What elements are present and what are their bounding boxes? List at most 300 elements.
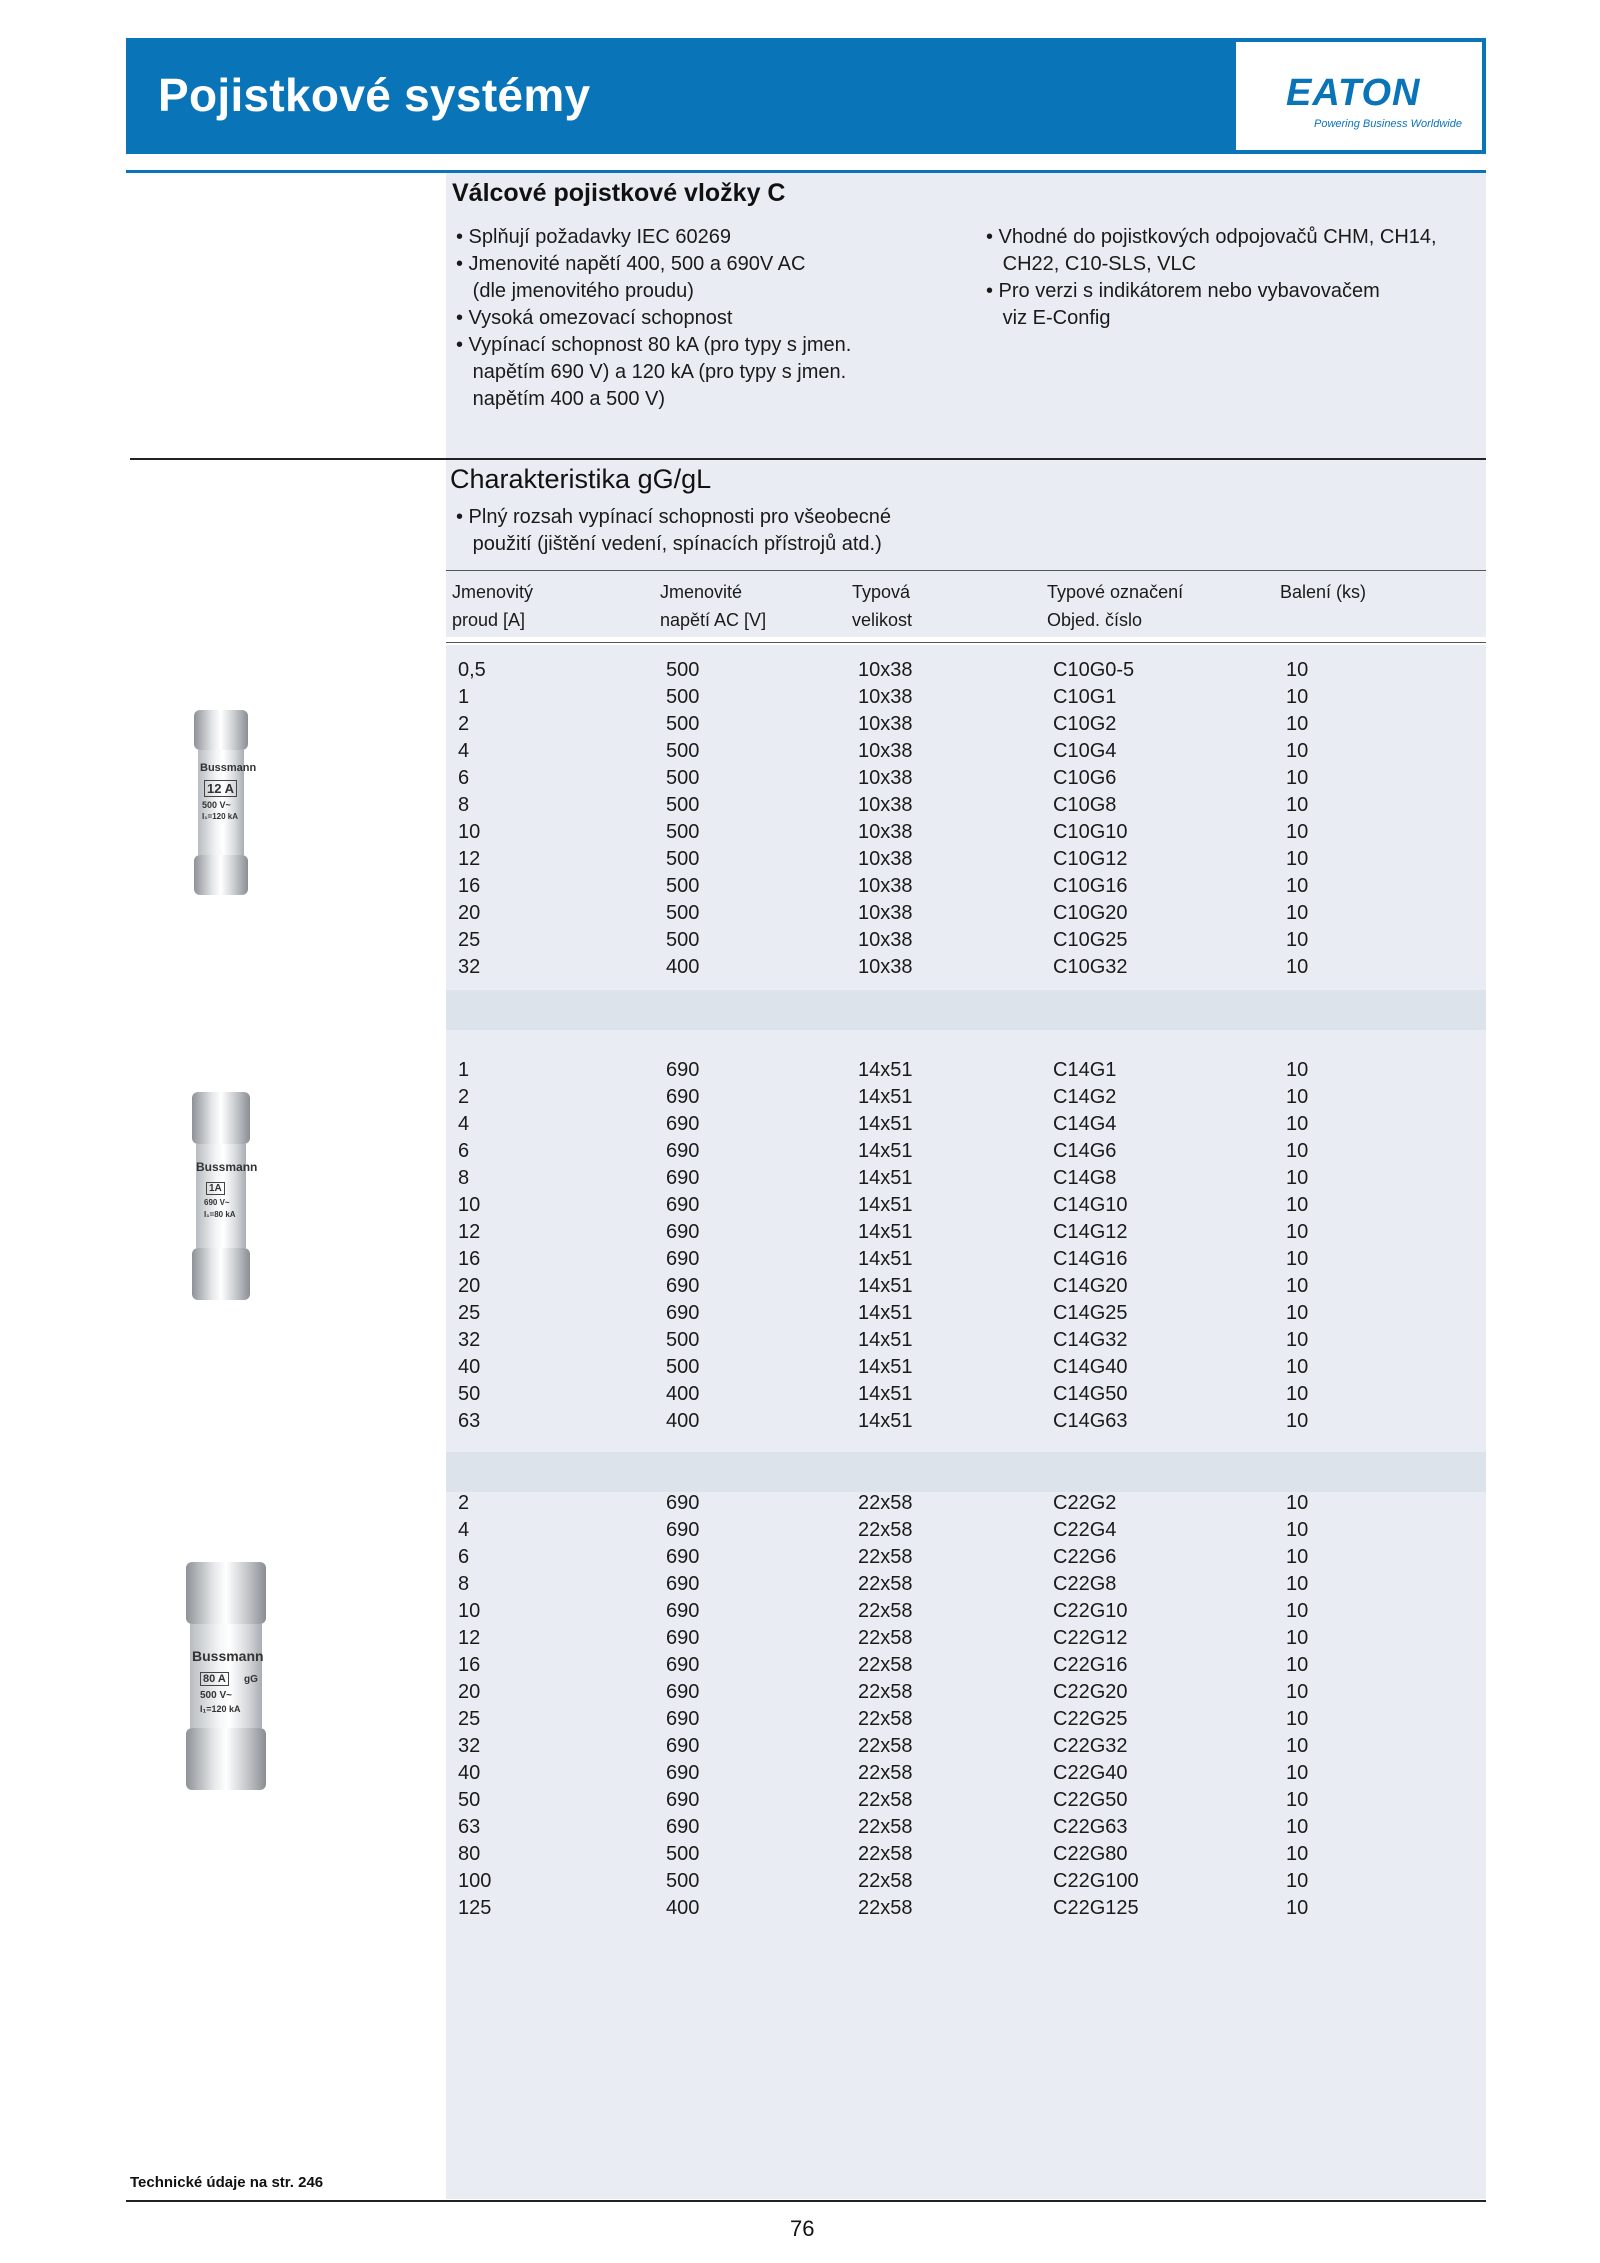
cell-pack-qty: 10 bbox=[1286, 1329, 1309, 1351]
table-row bbox=[446, 1111, 1486, 1138]
cell-pack-qty: 10 bbox=[1286, 1167, 1309, 1189]
cell-order-number: C22G20 bbox=[1053, 1681, 1128, 1703]
logo-tagline: Powering Business Worldwide bbox=[1314, 118, 1462, 130]
cell-order-number: C14G32 bbox=[1053, 1329, 1128, 1351]
table-row bbox=[446, 1841, 1486, 1868]
cell-size: 14x51 bbox=[858, 1356, 913, 1378]
cell-rated-current: 25 bbox=[458, 929, 481, 951]
fuse-brand: Bussmann bbox=[196, 1160, 258, 1174]
cell-size: 14x51 bbox=[858, 1194, 913, 1216]
cell-size: 22x58 bbox=[858, 1735, 913, 1757]
cell-size: 14x51 bbox=[858, 1221, 913, 1243]
cell-rated-voltage: 690 bbox=[666, 1275, 700, 1297]
table-header-rule bbox=[446, 642, 1486, 643]
cell-pack-qty: 10 bbox=[1286, 1735, 1309, 1757]
table-row bbox=[446, 1354, 1486, 1381]
bullet-line: • Vypínací schopnost 80 kA (pro typy s jmen. bbox=[456, 334, 852, 356]
cell-rated-current: 63 bbox=[458, 1816, 481, 1838]
cell-rated-voltage: 400 bbox=[666, 1383, 700, 1405]
cell-rated-current: 25 bbox=[458, 1302, 481, 1324]
cell-pack-qty: 10 bbox=[1286, 1140, 1309, 1162]
cell-order-number: C22G125 bbox=[1053, 1897, 1139, 1919]
cell-pack-qty: 10 bbox=[1286, 686, 1309, 708]
cell-rated-current: 16 bbox=[458, 1654, 481, 1676]
cell-order-number: C10G25 bbox=[1053, 929, 1128, 951]
table-row bbox=[446, 1246, 1486, 1273]
cell-rated-current: 2 bbox=[458, 1086, 470, 1108]
table-group-22x58 bbox=[446, 1490, 1486, 1922]
cell-order-number: C22G25 bbox=[1053, 1708, 1128, 1730]
table-row bbox=[446, 1381, 1486, 1408]
cell-rated-voltage: 500 bbox=[666, 821, 700, 843]
column-header-line1: Typová bbox=[852, 582, 911, 602]
cell-rated-voltage: 690 bbox=[666, 1059, 700, 1081]
cell-size: 14x51 bbox=[858, 1140, 913, 1162]
column-header-line2: napětí AC [V] bbox=[660, 610, 767, 630]
cell-rated-current: 16 bbox=[458, 875, 481, 897]
table-row bbox=[446, 1490, 1486, 1517]
cell-pack-qty: 10 bbox=[1286, 902, 1309, 924]
technical-data-note: Technické údaje na str. 246 bbox=[130, 2174, 324, 2191]
cell-rated-voltage: 690 bbox=[666, 1140, 700, 1162]
cell-pack-qty: 10 bbox=[1286, 1275, 1309, 1297]
cell-order-number: C22G100 bbox=[1053, 1870, 1139, 1892]
cell-order-number: C22G6 bbox=[1053, 1546, 1117, 1568]
fuse-breaking: I₁=120 kA bbox=[200, 1704, 241, 1714]
fuse-rating: 80 A bbox=[200, 1672, 229, 1686]
table-top-rule bbox=[446, 570, 1486, 571]
bullet-line: (dle jmenovitého proudu) bbox=[456, 280, 694, 302]
cell-order-number: C22G80 bbox=[1053, 1843, 1128, 1865]
cell-rated-current: 10 bbox=[458, 1194, 481, 1216]
cell-rated-voltage: 400 bbox=[666, 1410, 700, 1432]
column-header-line1: Balení (ks) bbox=[1280, 582, 1367, 602]
cell-order-number: C14G16 bbox=[1053, 1248, 1128, 1270]
table-group-10x38 bbox=[446, 657, 1486, 981]
fuse-22x58-image bbox=[186, 1562, 266, 1790]
cell-order-number: C22G40 bbox=[1053, 1762, 1128, 1784]
table-row bbox=[446, 1652, 1486, 1679]
cell-rated-voltage: 690 bbox=[666, 1762, 700, 1784]
bullet-line: • Splňují požadavky IEC 60269 bbox=[456, 226, 731, 248]
cell-rated-current: 6 bbox=[458, 767, 470, 789]
cell-order-number: C10G8 bbox=[1053, 794, 1117, 816]
cell-rated-current: 20 bbox=[458, 902, 481, 924]
cell-rated-current: 12 bbox=[458, 1627, 481, 1649]
cell-order-number: C14G50 bbox=[1053, 1383, 1128, 1405]
cell-pack-qty: 10 bbox=[1286, 1762, 1309, 1784]
cell-rated-voltage: 500 bbox=[666, 767, 700, 789]
cell-rated-current: 50 bbox=[458, 1383, 481, 1405]
fuse-brand: Bussmann bbox=[192, 1648, 264, 1664]
table-row bbox=[446, 1814, 1486, 1841]
cell-rated-current: 40 bbox=[458, 1762, 481, 1784]
table-row bbox=[446, 1057, 1486, 1084]
cell-rated-voltage: 690 bbox=[666, 1113, 700, 1135]
cell-rated-current: 1 bbox=[458, 686, 470, 708]
cell-rated-current: 4 bbox=[458, 740, 470, 762]
cell-pack-qty: 10 bbox=[1286, 713, 1309, 735]
cell-pack-qty: 10 bbox=[1286, 1383, 1309, 1405]
cell-order-number: C22G16 bbox=[1053, 1654, 1128, 1676]
cell-pack-qty: 10 bbox=[1286, 1194, 1309, 1216]
section-divider bbox=[130, 458, 1486, 460]
cell-rated-current: 80 bbox=[458, 1843, 481, 1865]
table-row bbox=[446, 1273, 1486, 1300]
bullet-line: napětím 690 V) a 120 kA (pro typy s jmen. bbox=[456, 361, 847, 383]
table-row bbox=[446, 657, 1486, 684]
cell-pack-qty: 10 bbox=[1286, 1870, 1309, 1892]
cell-rated-current: 2 bbox=[458, 713, 470, 735]
cell-pack-qty: 10 bbox=[1286, 1897, 1309, 1919]
table-row bbox=[446, 1544, 1486, 1571]
cell-rated-voltage: 400 bbox=[666, 956, 700, 978]
column-header bbox=[852, 578, 912, 634]
cell-order-number: C10G16 bbox=[1053, 875, 1128, 897]
table-row bbox=[446, 846, 1486, 873]
fuse-voltage: 500 V~ bbox=[202, 800, 231, 810]
cell-size: 14x51 bbox=[858, 1329, 913, 1351]
cell-pack-qty: 10 bbox=[1286, 956, 1309, 978]
fuse-class: gG bbox=[244, 1674, 258, 1685]
cell-rated-current: 12 bbox=[458, 1221, 481, 1243]
cell-size: 22x58 bbox=[858, 1816, 913, 1838]
cell-pack-qty: 10 bbox=[1286, 1708, 1309, 1730]
cell-size: 10x38 bbox=[858, 875, 913, 897]
page-header bbox=[126, 38, 1486, 154]
cell-rated-voltage: 500 bbox=[666, 1843, 700, 1865]
cell-order-number: C14G4 bbox=[1053, 1113, 1117, 1135]
bullet-line: • Vysoká omezovací schopnost bbox=[456, 307, 733, 329]
page-number: 76 bbox=[790, 2216, 815, 2241]
cell-rated-current: 0,5 bbox=[458, 659, 486, 681]
cell-rated-current: 25 bbox=[458, 1708, 481, 1730]
cell-size: 22x58 bbox=[858, 1546, 913, 1568]
cell-order-number: C10G1 bbox=[1053, 686, 1117, 708]
cell-rated-current: 6 bbox=[458, 1546, 470, 1568]
cell-order-number: C14G2 bbox=[1053, 1086, 1117, 1108]
table-row bbox=[446, 1787, 1486, 1814]
cell-order-number: C10G10 bbox=[1053, 821, 1128, 843]
fuse-voltage: 690 V~ bbox=[204, 1198, 230, 1207]
cell-rated-voltage: 690 bbox=[666, 1194, 700, 1216]
intro-bullets-right bbox=[986, 224, 1437, 332]
cell-rated-voltage: 690 bbox=[666, 1681, 700, 1703]
cell-rated-voltage: 500 bbox=[666, 659, 700, 681]
footer-divider bbox=[126, 2200, 1486, 2202]
cell-rated-voltage: 500 bbox=[666, 1356, 700, 1378]
bullet-line: • Plný rozsah vypínací schopnosti pro všeobecné bbox=[456, 506, 892, 528]
column-header bbox=[660, 578, 766, 634]
intro-bullets-left bbox=[456, 224, 851, 413]
cell-rated-current: 4 bbox=[458, 1113, 470, 1135]
bullet-line: použití (jištění vedení, spínacích přístrojů atd.) bbox=[456, 533, 882, 555]
cell-size: 14x51 bbox=[858, 1113, 913, 1135]
column-header-line2: proud [A] bbox=[452, 610, 526, 630]
cell-pack-qty: 10 bbox=[1286, 1654, 1309, 1676]
cell-pack-qty: 10 bbox=[1286, 1113, 1309, 1135]
cell-size: 22x58 bbox=[858, 1897, 913, 1919]
table-row bbox=[446, 873, 1486, 900]
cell-size: 10x38 bbox=[858, 794, 913, 816]
cell-pack-qty: 10 bbox=[1286, 1410, 1309, 1432]
column-header-line2: Objed. číslo bbox=[1047, 610, 1143, 630]
table-row bbox=[446, 1598, 1486, 1625]
cell-rated-voltage: 690 bbox=[666, 1492, 700, 1514]
cell-pack-qty: 10 bbox=[1286, 1789, 1309, 1811]
table-row bbox=[446, 1706, 1486, 1733]
cell-rated-voltage: 690 bbox=[666, 1519, 700, 1541]
bullet-line: CH22, C10-SLS, VLC bbox=[986, 253, 1197, 275]
characteristic-title: Charakteristika gG/gL bbox=[450, 464, 712, 494]
cell-rated-current: 100 bbox=[458, 1870, 492, 1892]
cell-pack-qty: 10 bbox=[1286, 1573, 1309, 1595]
cell-pack-qty: 10 bbox=[1286, 929, 1309, 951]
cell-pack-qty: 10 bbox=[1286, 1356, 1309, 1378]
column-header-line2: velikost bbox=[852, 610, 913, 630]
cell-rated-voltage: 690 bbox=[666, 1302, 700, 1324]
fuse-10x38-image bbox=[194, 710, 257, 895]
cell-order-number: C10G32 bbox=[1053, 956, 1128, 978]
cell-rated-voltage: 500 bbox=[666, 713, 700, 735]
table-row bbox=[446, 1679, 1486, 1706]
table-row bbox=[446, 819, 1486, 846]
group-separator bbox=[446, 1452, 1486, 1492]
cell-pack-qty: 10 bbox=[1286, 1600, 1309, 1622]
fuse-rating: 1A bbox=[206, 1182, 225, 1195]
cell-pack-qty: 10 bbox=[1286, 848, 1309, 870]
table-row bbox=[446, 711, 1486, 738]
cell-rated-voltage: 690 bbox=[666, 1248, 700, 1270]
cell-rated-voltage: 500 bbox=[666, 740, 700, 762]
cell-pack-qty: 10 bbox=[1286, 659, 1309, 681]
cell-rated-voltage: 690 bbox=[666, 1546, 700, 1568]
cell-pack-qty: 10 bbox=[1286, 875, 1309, 897]
cell-size: 10x38 bbox=[858, 956, 913, 978]
cell-order-number: C14G20 bbox=[1053, 1275, 1128, 1297]
cell-rated-current: 10 bbox=[458, 821, 481, 843]
cell-order-number: C10G2 bbox=[1053, 713, 1117, 735]
cell-rated-voltage: 690 bbox=[666, 1600, 700, 1622]
cell-rated-current: 8 bbox=[458, 1167, 470, 1189]
table-row bbox=[446, 1327, 1486, 1354]
cell-rated-current: 8 bbox=[458, 1573, 470, 1595]
cell-rated-voltage: 690 bbox=[666, 1573, 700, 1595]
table-row bbox=[446, 792, 1486, 819]
cell-size: 22x58 bbox=[858, 1519, 913, 1541]
column-header bbox=[452, 578, 533, 634]
column-header bbox=[1280, 578, 1366, 606]
cell-size: 10x38 bbox=[858, 713, 913, 735]
table-row bbox=[446, 927, 1486, 954]
cell-pack-qty: 10 bbox=[1286, 821, 1309, 843]
cell-rated-current: 40 bbox=[458, 1356, 481, 1378]
cell-size: 22x58 bbox=[858, 1654, 913, 1676]
cell-rated-voltage: 500 bbox=[666, 902, 700, 924]
table-row bbox=[446, 1192, 1486, 1219]
cell-pack-qty: 10 bbox=[1286, 740, 1309, 762]
fuse-breaking: I₁=120 kA bbox=[202, 812, 238, 821]
cell-rated-current: 6 bbox=[458, 1140, 470, 1162]
cell-size: 14x51 bbox=[858, 1167, 913, 1189]
cell-size: 14x51 bbox=[858, 1275, 913, 1297]
cell-order-number: C22G2 bbox=[1053, 1492, 1117, 1514]
fuse-rating: 12 A bbox=[204, 780, 237, 797]
cell-pack-qty: 10 bbox=[1286, 1492, 1309, 1514]
cell-rated-current: 63 bbox=[458, 1410, 481, 1432]
table-row bbox=[446, 684, 1486, 711]
cell-order-number: C22G8 bbox=[1053, 1573, 1117, 1595]
cell-pack-qty: 10 bbox=[1286, 1627, 1309, 1649]
table-row bbox=[446, 765, 1486, 792]
cell-rated-current: 16 bbox=[458, 1248, 481, 1270]
cell-order-number: C22G63 bbox=[1053, 1816, 1128, 1838]
cell-rated-voltage: 400 bbox=[666, 1897, 700, 1919]
cell-size: 14x51 bbox=[858, 1302, 913, 1324]
cell-rated-current: 10 bbox=[458, 1600, 481, 1622]
group-separator bbox=[446, 990, 1486, 1030]
cell-order-number: C22G12 bbox=[1053, 1627, 1128, 1649]
table-row bbox=[446, 1408, 1486, 1435]
cell-rated-current: 32 bbox=[458, 1735, 481, 1757]
cell-size: 22x58 bbox=[858, 1627, 913, 1649]
cell-size: 10x38 bbox=[858, 902, 913, 924]
cell-size: 10x38 bbox=[858, 659, 913, 681]
cell-pack-qty: 10 bbox=[1286, 1546, 1309, 1568]
bullet-line: • Vhodné do pojistkových odpojovačů CHM, CH14, bbox=[986, 226, 1437, 248]
cell-rated-voltage: 690 bbox=[666, 1167, 700, 1189]
cell-order-number: C14G6 bbox=[1053, 1140, 1117, 1162]
cell-size: 14x51 bbox=[858, 1059, 913, 1081]
cell-rated-current: 12 bbox=[458, 848, 481, 870]
table-row bbox=[446, 1733, 1486, 1760]
cell-size: 22x58 bbox=[858, 1762, 913, 1784]
cell-rated-voltage: 690 bbox=[666, 1735, 700, 1757]
characteristic-bullets bbox=[456, 504, 891, 558]
table-row bbox=[446, 1300, 1486, 1327]
cell-order-number: C22G32 bbox=[1053, 1735, 1128, 1757]
table-row bbox=[446, 738, 1486, 765]
fuse-breaking: I₁=80 kA bbox=[204, 1210, 236, 1219]
cell-pack-qty: 10 bbox=[1286, 1843, 1309, 1865]
cell-size: 22x58 bbox=[858, 1843, 913, 1865]
cell-order-number: C22G4 bbox=[1053, 1519, 1117, 1541]
cell-order-number: C14G63 bbox=[1053, 1410, 1128, 1432]
cell-order-number: C22G50 bbox=[1053, 1789, 1128, 1811]
cell-rated-current: 20 bbox=[458, 1275, 481, 1297]
table-row bbox=[446, 1868, 1486, 1895]
table-row bbox=[446, 1138, 1486, 1165]
column-header bbox=[1047, 578, 1183, 634]
cell-rated-current: 2 bbox=[458, 1492, 470, 1514]
cell-rated-voltage: 690 bbox=[666, 1654, 700, 1676]
cell-size: 22x58 bbox=[858, 1492, 913, 1514]
cell-order-number: C10G0-5 bbox=[1053, 659, 1135, 681]
column-header-line1: Jmenovitý bbox=[452, 582, 534, 602]
cell-pack-qty: 10 bbox=[1286, 1248, 1309, 1270]
logo-wordmark: EATON bbox=[1286, 72, 1421, 114]
column-header-line1: Typové označení bbox=[1047, 582, 1184, 602]
cell-rated-voltage: 500 bbox=[666, 929, 700, 951]
panel-gap bbox=[446, 637, 1486, 645]
cell-size: 14x51 bbox=[858, 1086, 913, 1108]
cell-size: 22x58 bbox=[858, 1789, 913, 1811]
cell-pack-qty: 10 bbox=[1286, 1816, 1309, 1838]
cell-order-number: C14G25 bbox=[1053, 1302, 1128, 1324]
cell-order-number: C14G8 bbox=[1053, 1167, 1117, 1189]
bullet-line: viz E-Config bbox=[986, 307, 1111, 329]
table-group-14x51 bbox=[446, 1057, 1486, 1435]
table-row bbox=[446, 1219, 1486, 1246]
cell-pack-qty: 10 bbox=[1286, 1302, 1309, 1324]
fuse-14x51-image bbox=[192, 1092, 258, 1300]
cell-size: 14x51 bbox=[858, 1410, 913, 1432]
column-header-line1: Jmenovité bbox=[660, 582, 743, 602]
cell-rated-current: 8 bbox=[458, 794, 470, 816]
cell-rated-current: 32 bbox=[458, 1329, 481, 1351]
cell-rated-current: 4 bbox=[458, 1519, 470, 1541]
cell-rated-voltage: 690 bbox=[666, 1086, 700, 1108]
cell-order-number: C10G6 bbox=[1053, 767, 1117, 789]
eaton-logo bbox=[1236, 42, 1482, 150]
cell-order-number: C14G40 bbox=[1053, 1356, 1128, 1378]
cell-size: 10x38 bbox=[858, 767, 913, 789]
cell-pack-qty: 10 bbox=[1286, 1221, 1309, 1243]
cell-order-number: C22G10 bbox=[1053, 1600, 1128, 1622]
table-row bbox=[446, 1165, 1486, 1192]
cell-rated-voltage: 690 bbox=[666, 1789, 700, 1811]
cell-rated-voltage: 500 bbox=[666, 848, 700, 870]
cell-pack-qty: 10 bbox=[1286, 767, 1309, 789]
cell-rated-voltage: 500 bbox=[666, 794, 700, 816]
table-row bbox=[446, 1517, 1486, 1544]
page-title: Pojistkové systémy bbox=[158, 69, 591, 121]
table-row bbox=[446, 954, 1486, 981]
bullet-line: • Pro verzi s indikátorem nebo vybavovačem bbox=[986, 280, 1380, 302]
cell-rated-voltage: 690 bbox=[666, 1816, 700, 1838]
cell-size: 10x38 bbox=[858, 929, 913, 951]
cell-rated-current: 1 bbox=[458, 1059, 470, 1081]
cell-size: 22x58 bbox=[858, 1870, 913, 1892]
cell-order-number: C10G4 bbox=[1053, 740, 1117, 762]
cell-rated-current: 125 bbox=[458, 1897, 492, 1919]
cell-rated-voltage: 500 bbox=[666, 686, 700, 708]
fuse-brand: Bussmann bbox=[200, 762, 257, 774]
cell-size: 14x51 bbox=[858, 1383, 913, 1405]
cell-order-number: C10G20 bbox=[1053, 902, 1128, 924]
cell-pack-qty: 10 bbox=[1286, 794, 1309, 816]
bullet-line: napětím 400 a 500 V) bbox=[456, 388, 666, 410]
cell-pack-qty: 10 bbox=[1286, 1681, 1309, 1703]
table-row bbox=[446, 1084, 1486, 1111]
cell-size: 10x38 bbox=[858, 821, 913, 843]
cell-order-number: C14G10 bbox=[1053, 1194, 1128, 1216]
table-row bbox=[446, 1760, 1486, 1787]
cell-rated-voltage: 500 bbox=[666, 1329, 700, 1351]
table-row bbox=[446, 1895, 1486, 1922]
cell-pack-qty: 10 bbox=[1286, 1059, 1309, 1081]
cell-pack-qty: 10 bbox=[1286, 1086, 1309, 1108]
cell-order-number: C14G1 bbox=[1053, 1059, 1117, 1081]
cell-rated-current: 50 bbox=[458, 1789, 481, 1811]
cell-order-number: C10G12 bbox=[1053, 848, 1128, 870]
cell-rated-voltage: 500 bbox=[666, 875, 700, 897]
bullet-line: • Jmenovité napětí 400, 500 a 690V AC bbox=[456, 253, 806, 275]
cell-size: 22x58 bbox=[858, 1573, 913, 1595]
table-row bbox=[446, 1625, 1486, 1652]
cell-rated-current: 20 bbox=[458, 1681, 481, 1703]
cell-size: 10x38 bbox=[858, 686, 913, 708]
